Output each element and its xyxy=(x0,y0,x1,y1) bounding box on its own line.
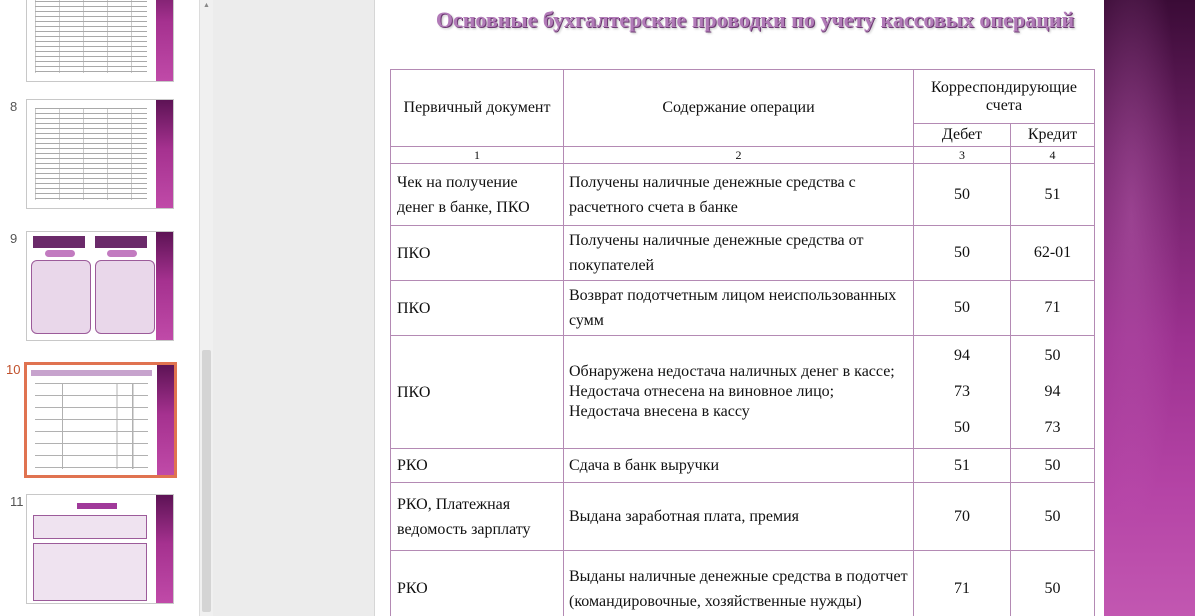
credit-cell: 50 xyxy=(1011,449,1095,483)
doc-cell: РКО xyxy=(391,551,564,616)
thumbnail-image xyxy=(24,362,177,478)
credit-cell: 62-01 xyxy=(1011,226,1095,281)
table-row xyxy=(391,164,1095,226)
debit-value: 73 xyxy=(954,383,970,400)
operation-line: Обнаружена недостача наличных денег в кассе; xyxy=(569,363,895,380)
thumbnail-image xyxy=(26,99,174,209)
credit-value: 50 xyxy=(1044,347,1061,364)
operation-line: Недостача отнесена на виновное лицо; xyxy=(569,383,835,400)
column-number: 3 xyxy=(914,147,1011,164)
operation-cell: Выданы наличные денежные средства в подотчет (командировочные, хозяйственные нужды) xyxy=(564,551,914,616)
current-slide[interactable] xyxy=(374,0,1195,616)
thumbnail-image xyxy=(26,231,174,341)
table-row xyxy=(391,483,1095,551)
operation-cell: Выдана заработная плата, премия xyxy=(564,483,914,551)
credit-cell: 50 xyxy=(1011,551,1095,616)
operation-cell: Получены наличные денежные средства от покупателей xyxy=(564,226,914,281)
operation-cell: Возврат подотчетным лицом неиспользованных сумм xyxy=(564,281,914,336)
debit-cell: 70 xyxy=(914,483,1011,551)
operation-line: Недостача внесена в кассу xyxy=(569,403,750,420)
debit-value: 94 xyxy=(954,347,970,364)
scrollbar-thumb[interactable] xyxy=(202,350,211,612)
header-accounts: Корреспондирующие счета xyxy=(914,70,1095,124)
table-row xyxy=(391,449,1095,483)
credit-cell: 51 xyxy=(1011,164,1095,226)
credit-cell: 50 xyxy=(1011,483,1095,551)
table-row xyxy=(391,551,1095,616)
credit-cell: 71 xyxy=(1011,281,1095,336)
scroll-up-arrow-icon[interactable]: ▲ xyxy=(203,1,210,9)
table-row xyxy=(391,336,1095,449)
doc-cell: РКО xyxy=(391,449,564,483)
debit-cell: 50 xyxy=(914,281,1011,336)
debit-cell xyxy=(914,336,1011,449)
operation-cell: Сдача в банк выручки xyxy=(564,449,914,483)
header-debit: Дебет xyxy=(914,124,1011,147)
cash-operations-table xyxy=(390,69,1095,616)
slide-number: 9 xyxy=(10,231,18,246)
thumbnail-panel-scrollbar[interactable] xyxy=(199,0,213,616)
slide-number: 8 xyxy=(10,99,18,114)
thumbnail-image xyxy=(26,0,174,82)
column-number: 1 xyxy=(391,147,564,164)
operation-cell: Получены наличные денежные средства с расчетного счета в банке xyxy=(564,164,914,226)
column-number: 2 xyxy=(564,147,914,164)
slide-number: 11 xyxy=(10,494,24,509)
slide-title: Основные бухгалтерские проводки по учету кассовых операций xyxy=(435,7,1075,32)
table-row xyxy=(391,281,1095,336)
credit-cell xyxy=(1011,336,1095,449)
slide-number: 10 xyxy=(6,362,21,377)
header-credit: Кредит xyxy=(1011,124,1095,147)
credit-value: 73 xyxy=(1044,419,1061,436)
debit-cell: 51 xyxy=(914,449,1011,483)
table-row xyxy=(391,226,1095,281)
operation-cell xyxy=(564,336,914,449)
thumbnail-image xyxy=(26,494,174,604)
doc-cell: ПКО xyxy=(391,226,564,281)
doc-cell: РКО, Платежная ведомость зарплату xyxy=(391,483,564,551)
debit-cell: 71 xyxy=(914,551,1011,616)
slide-thumbnail-panel xyxy=(0,0,199,616)
decorative-stripe xyxy=(1104,0,1195,616)
column-number: 4 xyxy=(1011,147,1095,164)
doc-cell: ПКО xyxy=(391,336,564,449)
header-doc: Первичный документ xyxy=(391,70,564,147)
debit-value: 50 xyxy=(954,419,970,436)
header-operation: Содержание операции xyxy=(564,70,914,147)
doc-cell: ПКО xyxy=(391,281,564,336)
debit-cell: 50 xyxy=(914,226,1011,281)
doc-cell: Чек на получение денег в банке, ПКО xyxy=(391,164,564,226)
debit-cell: 50 xyxy=(914,164,1011,226)
credit-value: 94 xyxy=(1044,383,1061,400)
